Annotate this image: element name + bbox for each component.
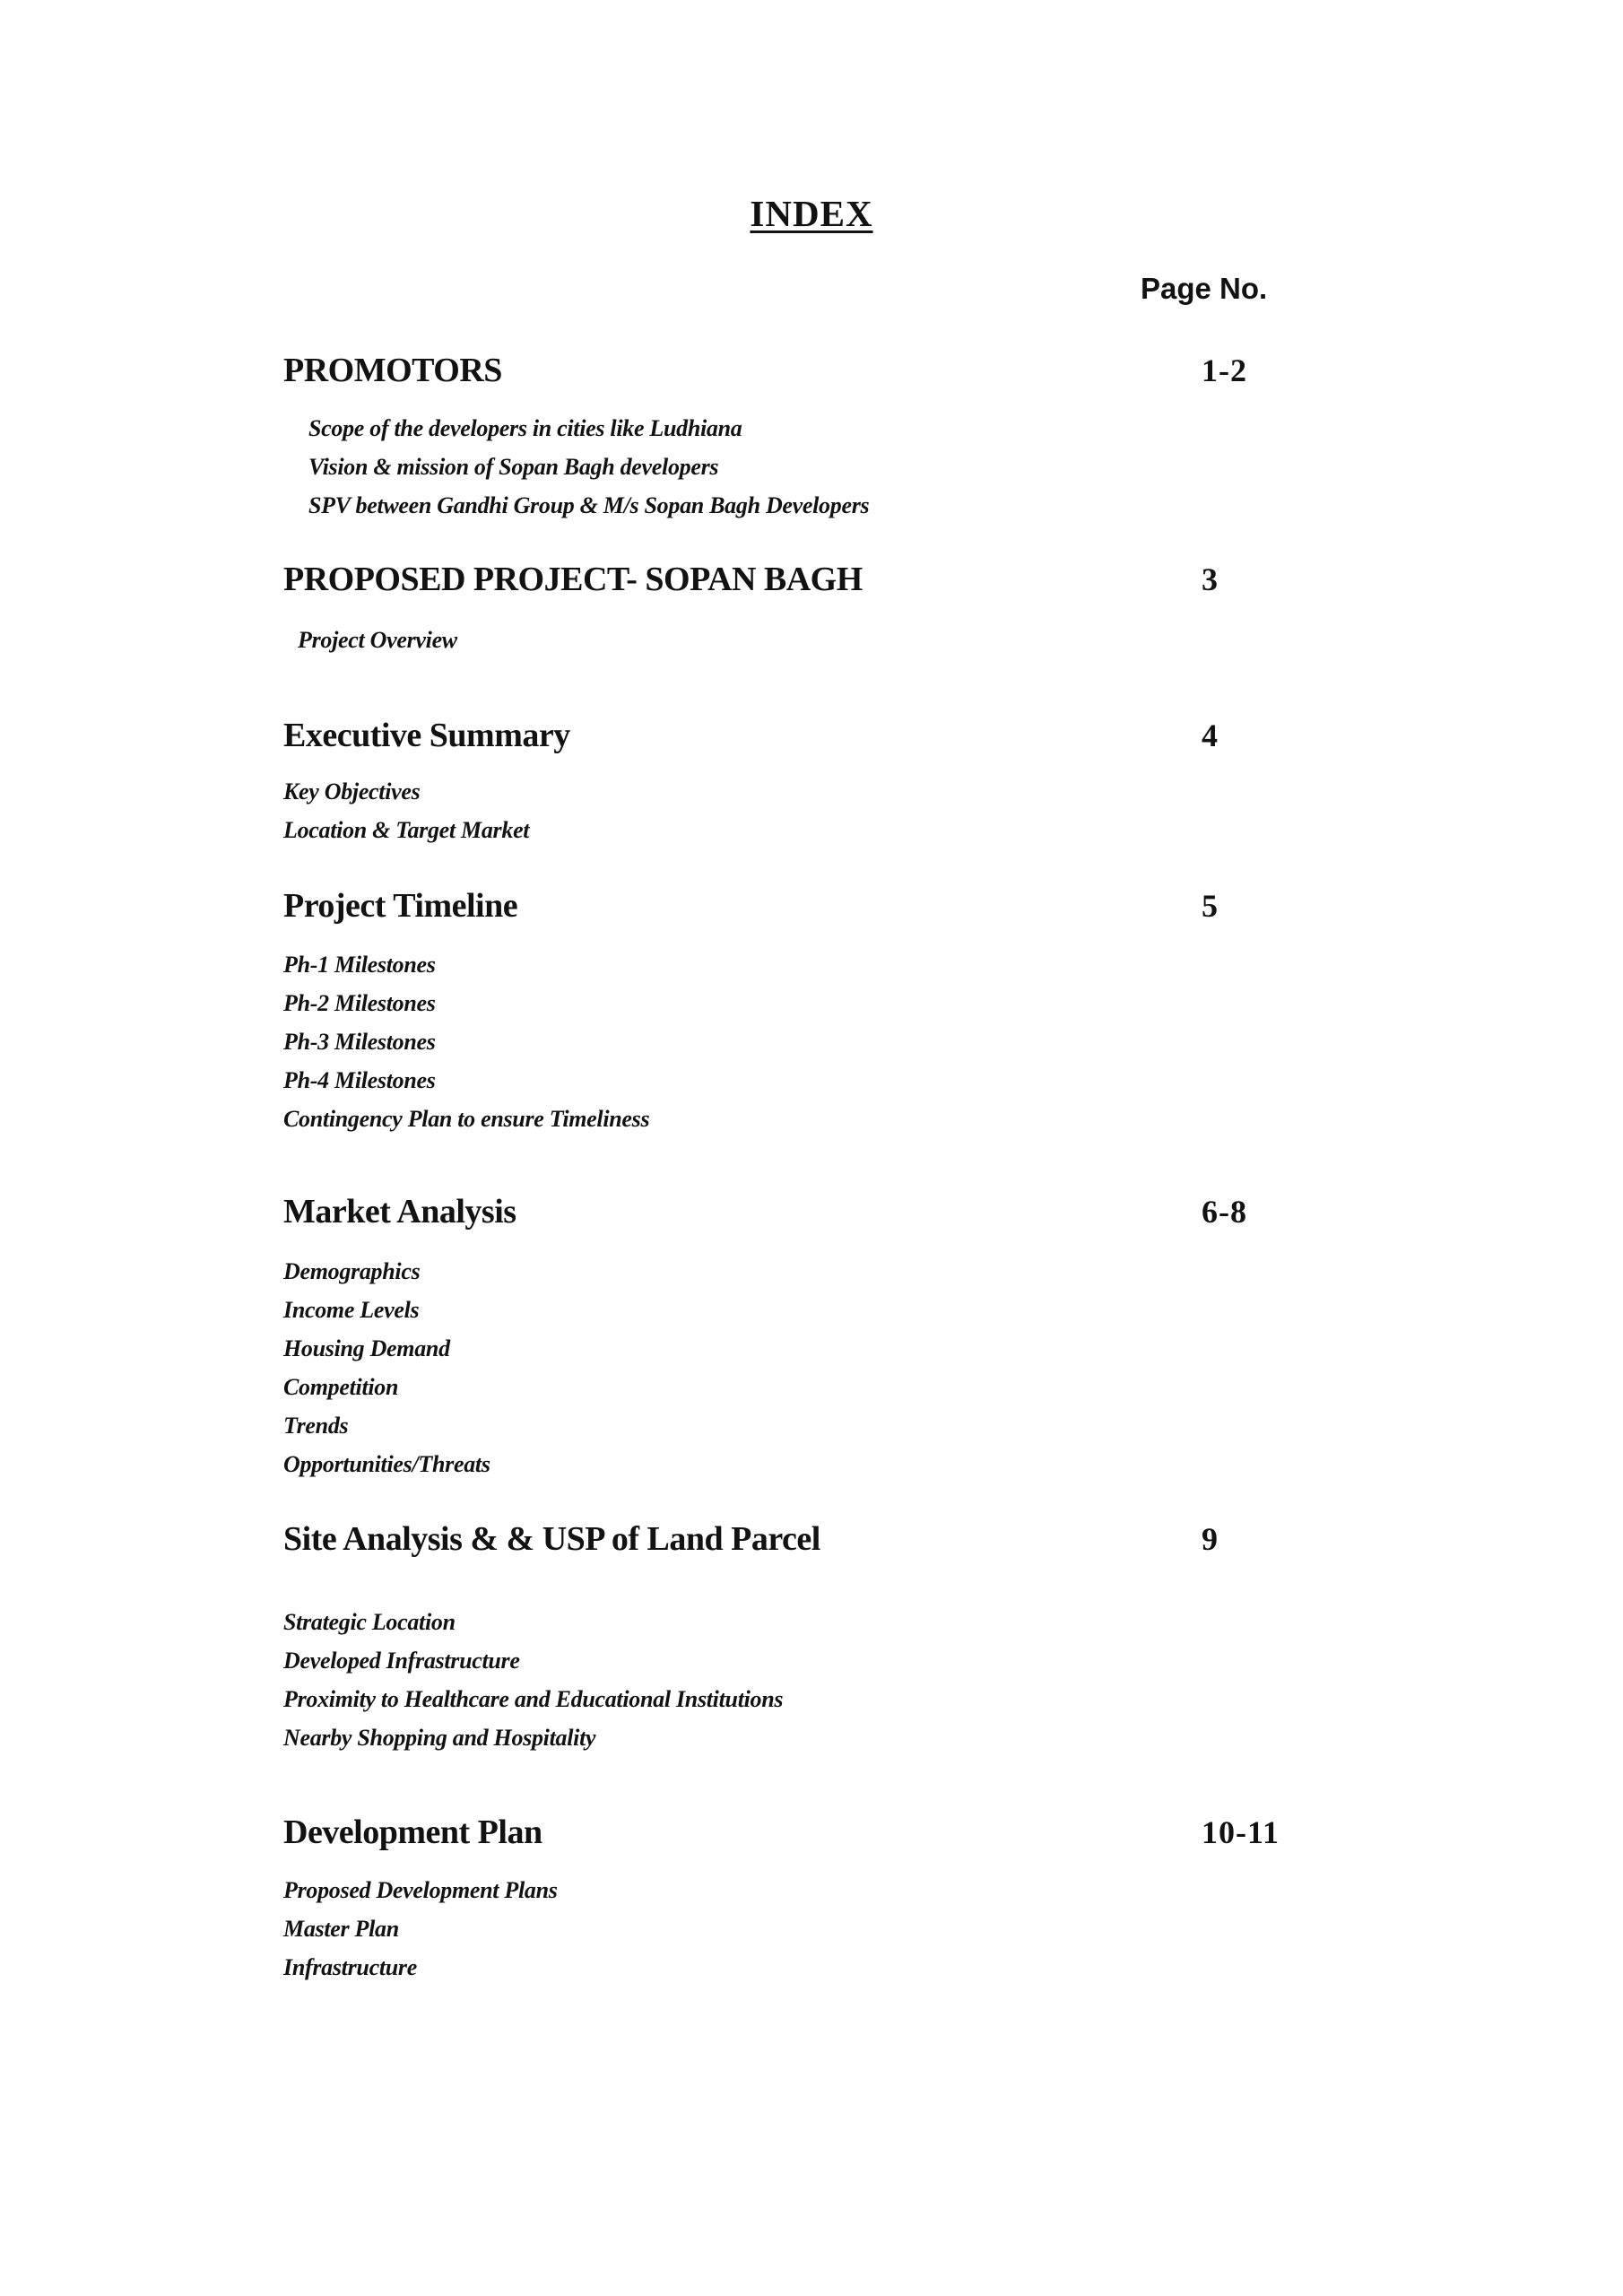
section-page-number: 1-2	[1202, 352, 1247, 388]
section-title: Project Timeline	[283, 887, 518, 925]
section-title: Development Plan	[283, 1813, 542, 1851]
toc-subitem: Scope of the developers in cities like Ludhiana	[308, 415, 742, 441]
section-heading-row	[283, 886, 1327, 926]
toc-subitem: Competition	[283, 1374, 399, 1400]
toc-section-development-plan	[283, 1813, 1327, 1987]
toc-section-promotors	[283, 351, 1327, 525]
toc-subitem: Key Objectives	[283, 778, 421, 804]
toc-section-site-analysis	[283, 1519, 1327, 1757]
toc-subitem: Infrastructure	[283, 1954, 417, 1980]
toc-subitem: Ph-4 Milestones	[283, 1067, 436, 1093]
section-page-number: 10-11	[1202, 1814, 1280, 1850]
toc-section-project-timeline	[283, 886, 1327, 1138]
section-heading-row	[283, 560, 1327, 599]
section-title: Executive Summary	[283, 717, 570, 754]
toc-subitem: Ph-2 Milestones	[283, 990, 436, 1016]
section-subitems	[283, 1603, 1327, 1757]
section-subitems	[283, 945, 1327, 1138]
toc-subitem: Demographics	[283, 1258, 421, 1284]
section-title: PROPOSED PROJECT- SOPAN BAGH	[283, 561, 863, 598]
toc-subitem: Ph-3 Milestones	[283, 1029, 436, 1055]
toc-subitem: Nearby Shopping and Hospitality	[283, 1725, 596, 1751]
toc-subitem: Contingency Plan to ensure Timeliness	[283, 1106, 650, 1132]
toc-subitem: Project Overview	[298, 627, 457, 653]
section-title: PROMOTORS	[283, 352, 502, 389]
toc-subitem: Master Plan	[283, 1916, 399, 1942]
section-page-number: 5	[1202, 888, 1219, 924]
section-page-number: 6-8	[1202, 1194, 1247, 1230]
page-title	[0, 194, 1623, 233]
toc-subitem: Ph-1 Milestones	[283, 952, 436, 978]
toc-subitem: Strategic Location	[283, 1609, 456, 1635]
section-page-number: 3	[1202, 561, 1219, 597]
toc-subitem: Opportunities/Threats	[283, 1451, 490, 1477]
section-heading-row	[283, 1192, 1327, 1231]
toc-subitem: Developed Infrastructure	[283, 1648, 520, 1674]
toc-section-proposed-project	[283, 560, 1327, 659]
section-heading-row	[283, 1813, 1327, 1852]
page-title-text: INDEX	[750, 193, 873, 234]
section-page-number: 9	[1202, 1521, 1219, 1557]
toc-section-market-analysis	[283, 1192, 1327, 1483]
toc-subitem: Vision & mission of Sopan Bagh developers	[308, 454, 719, 480]
section-page-number: 4	[1202, 718, 1219, 753]
section-title: Site Analysis & & USP of Land Parcel	[283, 1520, 820, 1558]
section-subitems	[283, 1871, 1327, 1987]
toc-subitem: Proximity to Healthcare and Educational Institutions	[283, 1686, 784, 1712]
section-subitems	[283, 1252, 1327, 1483]
section-subitems	[283, 621, 1327, 659]
toc-subitem: Income Levels	[283, 1297, 420, 1323]
toc-subitem: Trends	[283, 1413, 349, 1439]
section-heading-row	[283, 1519, 1327, 1559]
page-no-column-header: Page No.	[1141, 272, 1268, 305]
section-subitems	[283, 772, 1327, 849]
section-subitems	[283, 409, 1327, 525]
toc-subitem: SPV between Gandhi Group & M/s Sopan Bagh Developers	[308, 492, 870, 518]
toc-subitem: Proposed Development Plans	[283, 1877, 558, 1903]
section-title: Market Analysis	[283, 1193, 516, 1231]
toc-section-executive-summary	[283, 716, 1327, 849]
toc-subitem: Housing Demand	[283, 1335, 450, 1361]
section-heading-row	[283, 716, 1327, 755]
toc-subitem: Location & Target Market	[283, 817, 530, 843]
section-heading-row	[283, 351, 1327, 390]
